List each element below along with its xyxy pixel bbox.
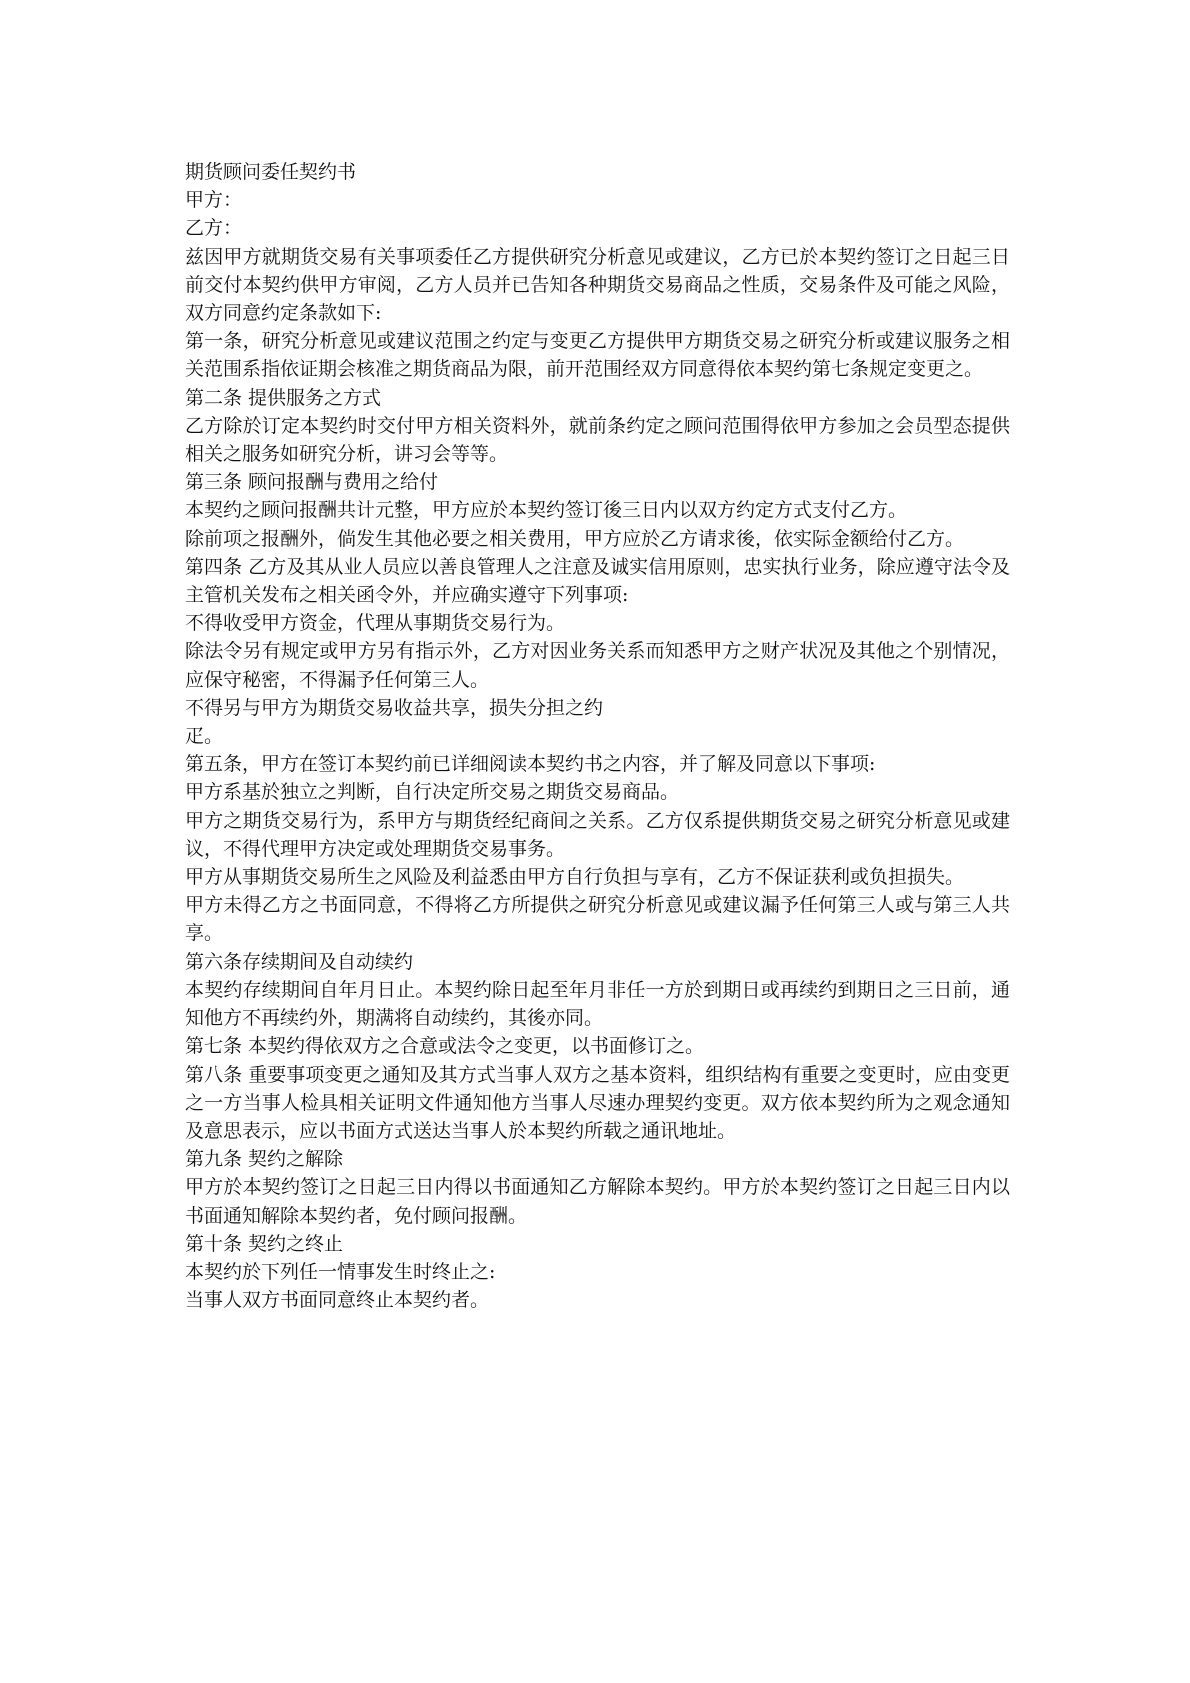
article-6-paragraph: 本契约存续期间自年月日止。本契约除日起至年月非任一方於到期日或再续约到期日之三日前，通知他方不再续约外，期满将自动续约，其後亦同。 [185,978,1010,1030]
article-2-paragraph: 乙方除於订定本契约时交付甲方相关资料外，就前条约定之顾问范围得依甲方参加之会员型态提供相关之服务如研究分析，讲习会等等。 [185,414,1010,466]
party-a-line: 甲方： [185,189,243,212]
article-5-paragraph: 第五条，甲方在签订本契约前已详细阅读本契约书之内容，并了解及同意以下事项: [185,753,876,776]
article-1-paragraph: 第一条，研究分析意见或建议范围之约定与变更乙方提供甲方期货交易之研究分析或建议服务之相关范围系指依证期会核准之期货商品为限，前开范围经双方同意得依本契约第七条规定变更之。 [185,330,1010,381]
article-5-item-1: 甲方系基於独立之判断，自行决定所交易之期货交易商品。 [185,781,680,804]
article-4-item-3: 不得另与甲方为期货交易收益共享，损失分担之约 [185,696,604,719]
party-b-line: 乙方： [185,217,243,240]
article-9-paragraph: 甲方於本契约签订之日起三日内得以书面通知乙方解除本契约。甲方於本契约签订之日起三日内以书面通知解除本契约者，免付顾问报酬。 [185,1176,1010,1227]
article-10-item-1: 当事人双方书面同意终止本契约者。 [185,1289,490,1312]
article-3-heading: 第三条 顾问报酬与费用之给付 [185,471,439,494]
article-5-item-4: 甲方未得乙方之书面同意，不得将乙方所提供之研究分析意见或建议漏予任何第三人或与第三人共享。 [185,894,1010,945]
article-3-paragraph-2: 除前项之报酬外，倘发生其他必要之相关费用，甲方应於乙方请求後，依实际金额给付乙方。 [185,527,965,550]
article-10-heading: 第十条 契约之终止 [185,1232,344,1255]
article-4-paragraph: 第四条 乙方及其从业人员应以善良管理人之注意及诚实信用原则，忠实执行业务，除应遵守法令及主管机关发布之相关函令外，并应确实遵守下列事项: [185,555,1010,607]
article-7-paragraph: 第七条 本契约得依双方之合意或法令之变更，以书面修订之。 [185,1035,705,1058]
article-3-paragraph-1: 本契约之顾问报酬共计元整，甲方应於本契约签订後三日内以双方约定方式支付乙方。 [185,499,908,522]
document-body [185,158,1010,1314]
article-5-item-3: 甲方从事期货交易所生之风险及利益悉由甲方自行负担与享有，乙方不保证获利或负担损失。 [185,866,965,889]
article-4-item-3-tail: 疋。 [185,725,224,748]
preamble-paragraph: 兹因甲方就期货交易有关事项委任乙方提供研究分析意见或建议，乙方已於本契约签订之日起三日前交付本契约供甲方审阅，乙方人员并已告知各种期货交易商品之性质，交易条件及可能之风险，双方同意约定条款如下: [185,245,1010,325]
article-6-heading: 第六条存续期间及自动续约 [185,950,414,973]
document-title: 期货顾问委任契约书 [185,161,357,183]
article-4-item-2: 除法令另有规定或甲方另有指示外，乙方对因业务关系而知悉甲方之财产状况及其他之个别情况，应保守秘密，不得漏予任何第三人。 [185,640,1010,691]
article-2-heading: 第二条 提供服务之方式 [185,386,382,409]
article-9-heading: 第九条 契约之解除 [185,1148,344,1171]
article-8-paragraph: 第八条 重要事项变更之通知及其方式当事人双方之基本资料，组织结构有重要之变更时，应由变更之一方当事人检具相关证明文件通知他方当事人尽速办理契约变更。双方依本契约所为之观念通知及意思表示，应以书面方式送达当事人於本契约所载之通讯地址。 [185,1063,1010,1142]
article-4-item-1: 不得收受甲方资金，代理从事期货交易行为。 [185,612,566,635]
article-10-paragraph: 本契约於下列任一情事发生时终止之: [185,1260,496,1283]
article-5-item-2: 甲方之期货交易行为，系甲方与期货经纪商间之关系。乙方仅系提供期货交易之研究分析意见或建议，不得代理甲方决定或处理期货交易事务。 [185,809,1010,860]
